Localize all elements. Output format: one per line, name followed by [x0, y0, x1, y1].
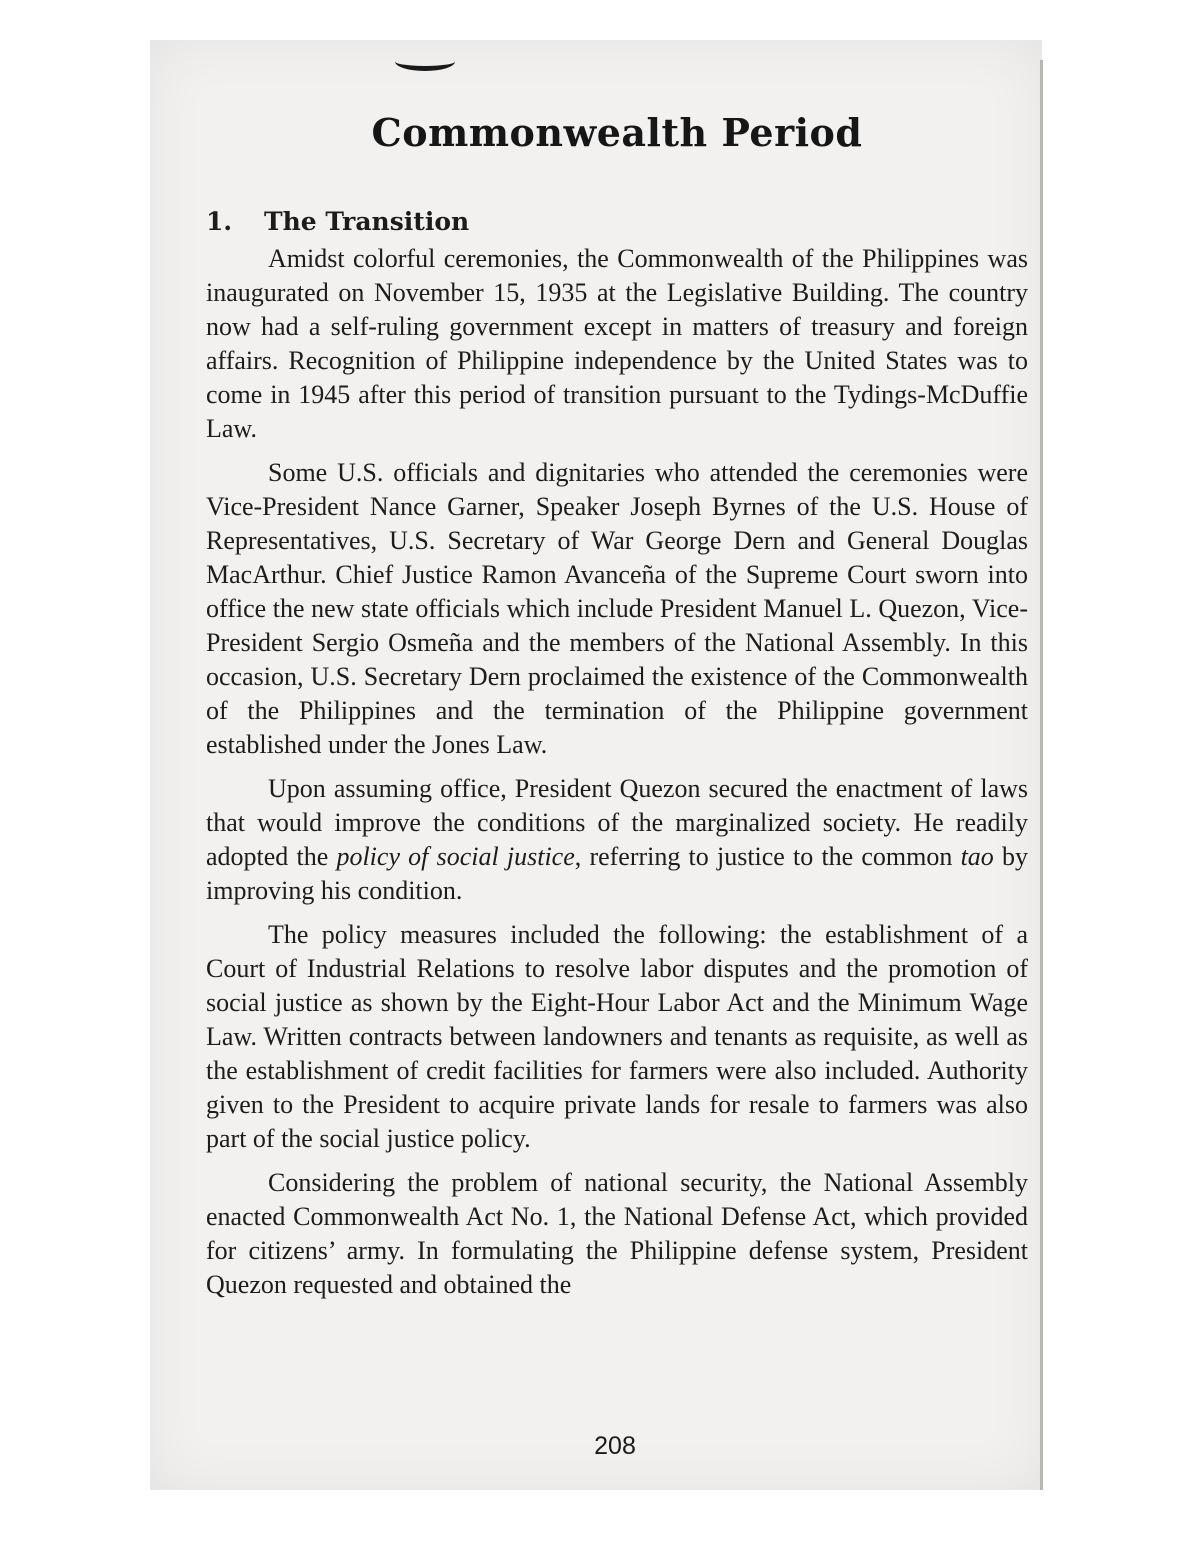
chapter-title: Commonwealth Period: [371, 110, 863, 155]
paragraph-text: by improving his condition.: [206, 842, 1028, 905]
paragraph-inauguration: Amidst colorful ceremonies, the Commonwealth of the Philippines was inaugurated on November 15, 1935 at the Legislative Building. The country now had a self-ruling government except in matters of treasury and foreign affairs. Recognition of Philippine independence by the United States was to come in 1945 after this period of transition pursuant to the Tydings-McDuffie Law.: [206, 244, 1028, 443]
section-number: 1.: [206, 207, 233, 236]
paragraph-text: , referring to justice to the common: [574, 842, 961, 871]
paragraph-national-security: Considering the problem of national security, the National Assembly enacted Commonwealth Act No. 1, the National Defense Act, which provided for citizens’ army. In formulating the Philippine defense system, President Quezon requested and obtained the: [206, 1168, 1028, 1299]
paragraph-dignitaries: Some U.S. officials and dignitaries who attended the ceremonies were Vice-President Nance Garner, Speaker Joseph Byrnes of the U.S. House of Representatives, U.S. Secretary of War George Dern and General Douglas MacArthur. Chief Justice Ramon Avanceña of the Supreme Court sworn into office the new state officials which include President Manuel L. Quezon, Vice-President Sergio Osmeña and the members of the National Assembly. In this occasion, U.S. Secretary Dern proclaimed the existence of the Commonwealth of the Philippines and the termination of the Philippine government established under the Jones Law.: [206, 458, 1028, 759]
paragraph-policy-measures: The policy measures included the following: the establishment of a Court of Industrial Relations to resolve labor disputes and the promotion of social justice as shown by the Eight-Hour Labor Act and the Minimum Wage Law. Written contracts between landowners and tenants as requisite, as well as the establishment of credit facilities for farmers were also included. Authority given to the President to acquire private lands for resale to farmers was also part of the social justice policy.: [206, 920, 1028, 1153]
page-content: [206, 110, 1028, 1312]
page-edge-shadow: [1040, 60, 1043, 1490]
section-heading: [206, 207, 1028, 236]
emphasis-tao: tao: [960, 842, 994, 871]
paragraph-social-justice: [206, 772, 1028, 908]
top-ornament-mark: [395, 52, 455, 71]
emphasis-policy: policy of social justice: [336, 842, 575, 871]
section-title: The Transition: [264, 207, 470, 236]
page-number: 208: [594, 1432, 636, 1460]
paragraph-text: Upon assuming office, President Quezon secured the enactment of laws that would improve the conditions of the marginalized society. He readily adopted the: [206, 774, 1028, 871]
